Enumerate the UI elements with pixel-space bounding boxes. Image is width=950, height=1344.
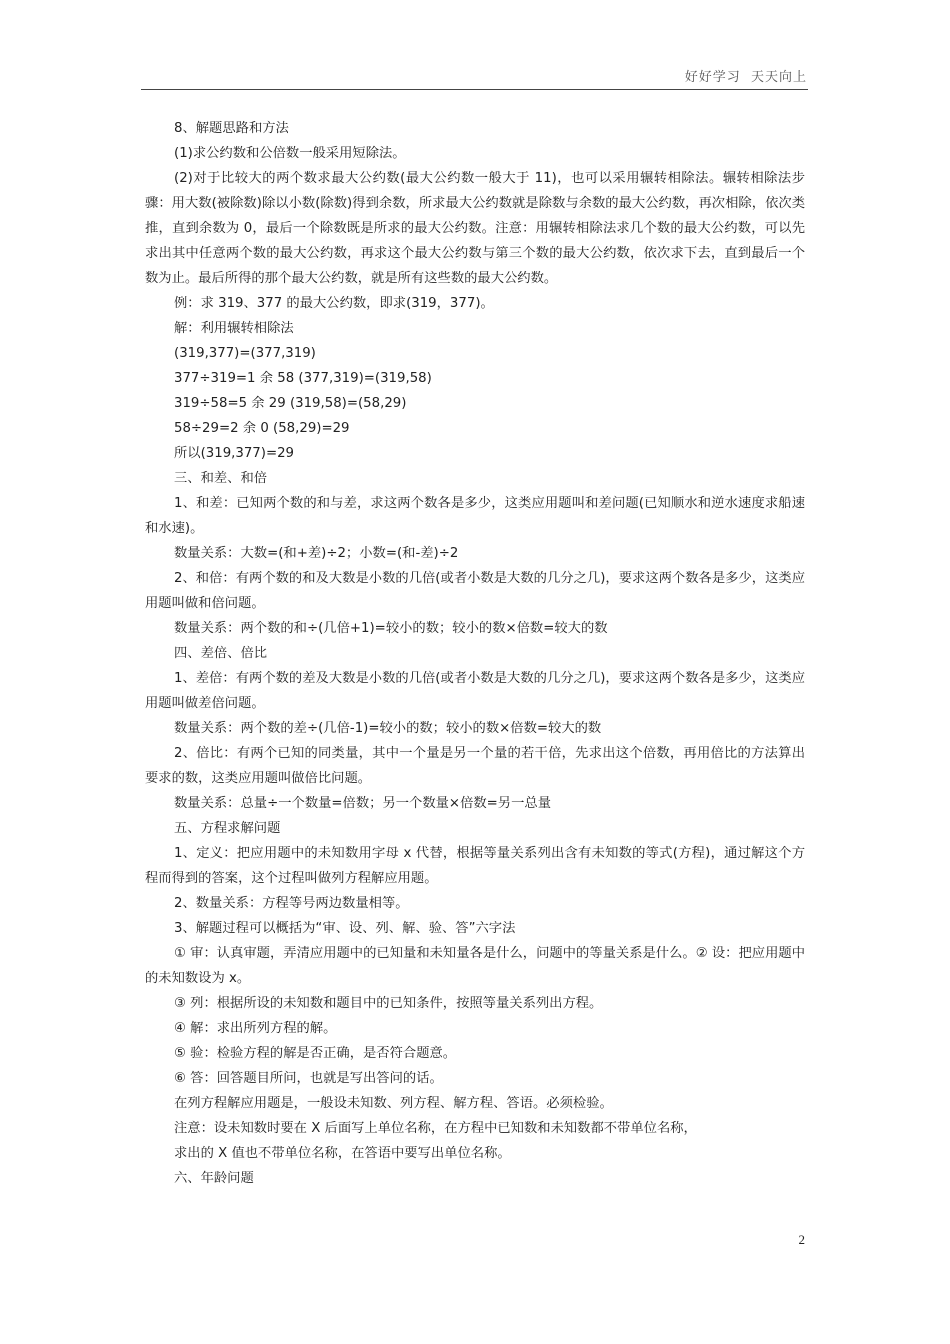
page-header: 好好学习 天天向上 [684, 70, 807, 85]
paragraph: 377÷319=1 余 58 (377,319)=(319,58) [174, 371, 432, 386]
paragraph: 1、定义：把应用题中的未知数用字母 x 代替，根据等量关系列出含有未知数的等式(方程)，通过解这个方程而得到的答案，这个过程叫做列方程解应用题。 [145, 846, 805, 886]
paragraph: 58÷29=2 余 0 (58,29)=29 [174, 421, 350, 436]
paragraph: ③ 列：根据所设的未知数和题目中的已知条件，按照等量关系列出方程。 [174, 996, 603, 1011]
paragraph: 1、和差：已知两个数的和与差，求这两个数各是多少，这类应用题叫和差问题(已知顺水和逆水速度求船速和水速)。 [145, 496, 805, 536]
page-number: 2 [798, 1232, 805, 1247]
paragraph: ① 审：认真审题，弄清应用题中的已知量和未知量各是什么，问题中的等量关系是什么。② 设：把应用题中的未知数设为 x。 [145, 946, 805, 986]
page-content [145, 116, 805, 1191]
paragraph: 在列方程解应用题是，一般设未知数、列方程、解方程、答语。必须检验。 [174, 1096, 613, 1111]
paragraph: 3、解题过程可以概括为“审、设、列、解、验、答”六字法 [174, 921, 516, 936]
paragraph: 例：求 319、377 的最大公约数，即求(319，377)。 [174, 296, 494, 311]
paragraph: 数量关系：两个数的差÷(几倍-1)=较小的数；较小的数×倍数=较大的数 [174, 721, 602, 736]
paragraph: 数量关系：大数=(和+差)÷2；小数=(和-差)÷2 [174, 546, 459, 561]
section-heading: 四、差倍、倍比 [174, 646, 268, 661]
paragraph: (1)求公约数和公倍数一般采用短除法。 [174, 146, 406, 161]
paragraph: 所以(319,377)=29 [174, 446, 295, 461]
paragraph: 319÷58=5 余 29 (319,58)=(58,29) [174, 396, 407, 411]
section-heading: 三、和差、和倍 [174, 471, 268, 486]
paragraph: 2、和倍：有两个数的和及大数是小数的几倍(或者小数是大数的几分之几)，要求这两个数各是多少，这类应用题叫做和倍问题。 [145, 571, 805, 611]
paragraph: 2、数量关系：方程等号两边数量相等。 [174, 896, 409, 911]
paragraph: ④ 解：求出所列方程的解。 [174, 1021, 337, 1036]
paragraph: 数量关系：两个数的和÷(几倍+1)=较小的数；较小的数×倍数=较大的数 [174, 621, 608, 636]
paragraph: 注意：设未知数时要在 X 后面写上单位名称，在方程中已知数和未知数都不带单位名称， [174, 1121, 697, 1136]
paragraph: 数量关系：总量÷一个数量=倍数；另一个数量×倍数=另一总量 [174, 796, 551, 811]
paragraph: 2、倍比：有两个已知的同类量，其中一个量是另一个量的若干倍，先求出这个倍数，再用倍比的方法算出要求的数，这类应用题叫做倍比问题。 [145, 746, 805, 786]
section-heading: 五、方程求解问题 [174, 821, 281, 836]
paragraph: (2)对于比较大的两个数求最大公约数(最大公约数一般大于 11)，也可以采用辗转相除法。辗转相除法步骤：用大数(被除数)除以小数(除数)得到余数，所求最大公约数就是除数与余数的最大公约数，再次相除，依次类推，直到余数为 0，最后一个除数既是所求的最大公约数。注意：用辗转相除法求几个数的最大公约数，可以先求出其中任意两个数的最大公约数，再求这个最大公约数与第三个数的最大公约数，依次求下去，直到最后一个数为止。最后所得的那个最大公约数，就是所有这些数的最大公约数。 [145, 171, 805, 286]
paragraph: ⑤ 验：检验方程的解是否正确，是否符合题意。 [174, 1046, 457, 1061]
paragraph: 8、解题思路和方法 [174, 121, 289, 136]
paragraph: 1、差倍：有两个数的差及大数是小数的几倍(或者小数是大数的几分之几)，要求这两个数各是多少，这类应用题叫做差倍问题。 [145, 671, 805, 711]
header-divider [141, 89, 808, 90]
paragraph: 解：利用辗转相除法 [174, 321, 294, 336]
paragraph: ⑥ 答：回答题目所问，也就是写出答问的话。 [174, 1071, 443, 1086]
paragraph: (319,377)=(377,319) [174, 346, 316, 361]
section-heading: 六、年龄问题 [174, 1171, 254, 1186]
paragraph: 求出的 X 值也不带单位名称，在答语中要写出单位名称。 [174, 1146, 511, 1161]
